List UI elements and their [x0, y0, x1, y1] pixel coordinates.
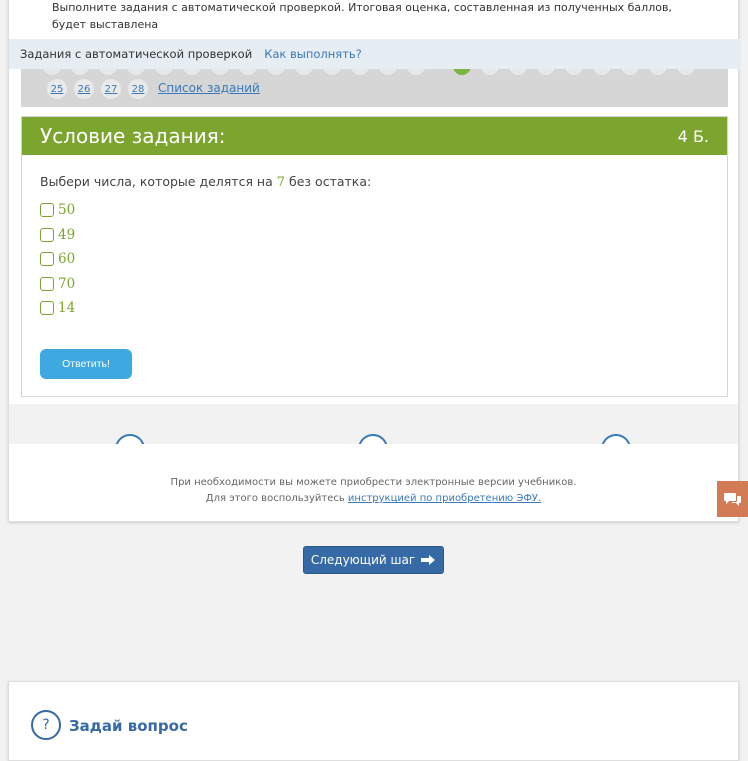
question-number: 7	[276, 175, 286, 190]
option-label: 60	[58, 251, 76, 268]
next-arrow-icon[interactable]	[601, 434, 631, 444]
subheader-bar	[9, 39, 740, 69]
arrow-right-icon	[420, 554, 436, 566]
task-nav-dot[interactable]	[509, 69, 527, 75]
how-to-link[interactable]: Как выполнять?	[264, 47, 362, 61]
answer-options	[40, 198, 75, 321]
prev-arrow-icon[interactable]	[115, 434, 145, 444]
theory-nav-band	[9, 404, 738, 444]
task-nav-dot[interactable]	[43, 69, 61, 75]
question-before: Выбери числа, которые делятся на	[40, 174, 273, 189]
option-label: 70	[58, 275, 76, 292]
answer-button[interactable]: Ответить!	[40, 349, 132, 379]
question-text	[40, 174, 371, 190]
task-nav-dot[interactable]	[155, 69, 173, 75]
ask-question-title[interactable]: Задай вопрос	[69, 717, 188, 735]
up-arrow-icon[interactable]	[358, 434, 388, 444]
checkbox[interactable]	[40, 252, 54, 266]
task-number-25[interactable]: 25	[47, 79, 67, 99]
checkbox[interactable]	[40, 277, 54, 291]
checkbox[interactable]	[40, 203, 54, 217]
task-points: 4 Б.	[677, 126, 709, 146]
task-number-26[interactable]: 26	[74, 79, 94, 99]
next-step-button[interactable]	[303, 546, 444, 574]
footer-line-2-prefix: Для этого воспользуйтесь	[205, 493, 345, 504]
task-nav-dot[interactable]	[379, 69, 397, 75]
option-label: 14	[58, 300, 76, 317]
ask-question-card	[8, 681, 739, 761]
checkbox[interactable]	[40, 228, 54, 242]
subheader-title: Задания с автоматической проверкой	[20, 47, 253, 61]
task-nav-dot[interactable]	[351, 69, 369, 75]
option-label: 50	[58, 202, 76, 219]
task-header-title: Условие задания:	[40, 124, 226, 148]
option-label: 49	[58, 226, 76, 243]
task-nav-dot-current[interactable]	[453, 69, 471, 75]
question-icon: ?	[31, 710, 61, 740]
task-nav-dot[interactable]	[267, 69, 285, 75]
task-condition	[21, 116, 728, 397]
task-nav-dot[interactable]	[239, 69, 257, 75]
next-step-label: Следующий шаг	[310, 553, 416, 567]
footer-line-1: При необходимости вы можете приобрести электронные версии учебников.	[170, 477, 577, 488]
task-header	[22, 117, 727, 155]
efu-instruction-link[interactable]: инструкцией по приобретению ЭФУ.	[347, 493, 542, 504]
task-nav-dot[interactable]	[127, 69, 145, 75]
option-50[interactable]	[40, 198, 75, 223]
task-nav-dot[interactable]	[183, 69, 201, 75]
task-nav-dot[interactable]	[481, 69, 499, 75]
task-number-27[interactable]: 27	[101, 79, 121, 99]
question-after: без остатка:	[289, 174, 372, 189]
task-nav-dot[interactable]	[99, 69, 117, 75]
task-nav-dot[interactable]	[677, 69, 695, 75]
task-nav-dot[interactable]	[323, 69, 341, 75]
task-navigation	[21, 69, 728, 107]
task-nav-dot[interactable]	[211, 69, 229, 75]
option-60[interactable]	[40, 247, 75, 272]
footer-note	[9, 475, 738, 507]
task-nav-dot[interactable]	[621, 69, 639, 75]
footer-line-2	[9, 491, 738, 507]
task-nav-dot[interactable]	[649, 69, 667, 75]
task-nav-dot[interactable]	[565, 69, 583, 75]
chat-icon	[724, 491, 742, 507]
intro-line-1: Выполните задания с автоматической проверкой. Итоговая оценка, составленная из полученных баллов, будет выставлена	[52, 1, 672, 31]
checkbox[interactable]	[40, 301, 54, 315]
task-number-28[interactable]: 28	[128, 79, 148, 99]
option-70[interactable]	[40, 272, 75, 297]
task-nav-dot[interactable]	[593, 69, 611, 75]
task-card	[8, 0, 739, 522]
task-list-link[interactable]: Список заданий	[158, 81, 260, 95]
task-nav-dot[interactable]	[295, 69, 313, 75]
option-14[interactable]	[40, 296, 75, 321]
chat-tab[interactable]	[717, 481, 748, 517]
option-49[interactable]	[40, 223, 75, 248]
task-nav-dot[interactable]	[537, 69, 555, 75]
task-nav-dot[interactable]	[407, 69, 425, 75]
task-nav-dot[interactable]	[71, 69, 89, 75]
